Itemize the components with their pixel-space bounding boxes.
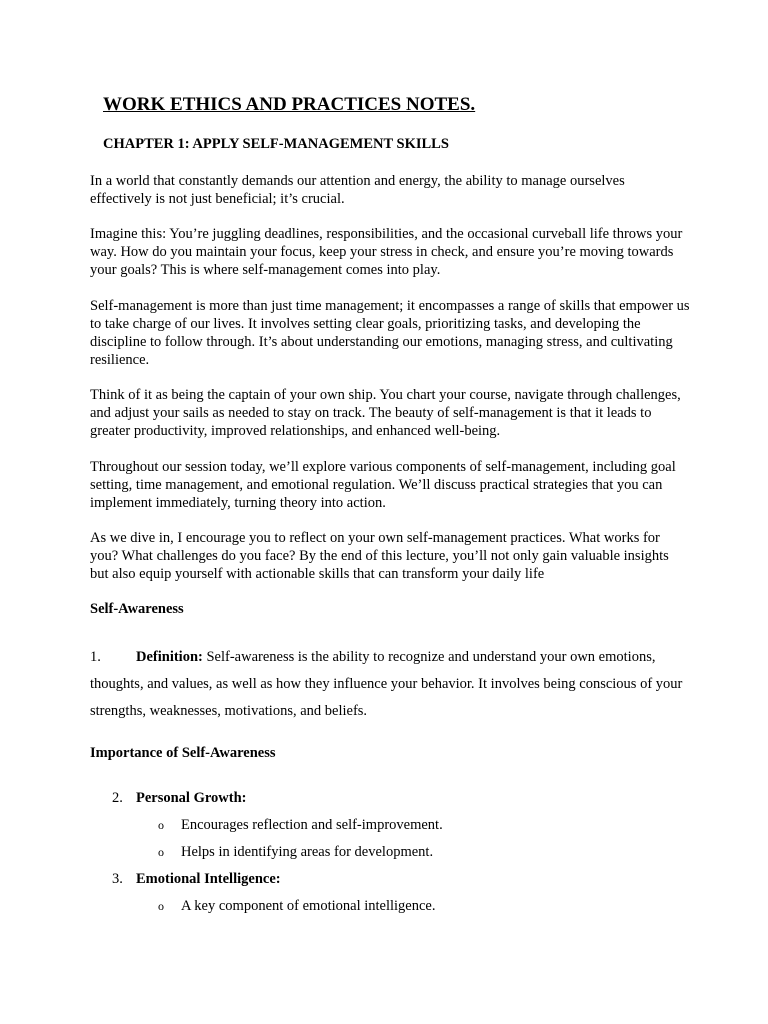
paragraph-intro: In a world that constantly demands our attention and energy, the ability to manage ourselves effectively is not just beneficial; it’s crucial. xyxy=(90,173,625,207)
bullet-item xyxy=(158,817,443,834)
definition-item xyxy=(90,644,690,725)
list-item-emotional-intelligence xyxy=(112,871,281,888)
paragraph-self-management: Self-management is more than just time management; it encompasses a range of skills that empower us to take charge of our lives. It involves setting clear goals, prioritizing tasks, and developing the discipline to follow through. It’s about understanding our emotions, managing stress, and cultivating resilience. xyxy=(90,298,690,368)
chapter-heading: CHAPTER 1: APPLY SELF-MANAGEMENT SKILLS xyxy=(103,136,449,152)
bullet-text: Encourages reflection and self-improvement. xyxy=(181,817,443,833)
paragraph-imagine: Imagine this: You’re juggling deadlines, responsibilities, and the occasional curveball life throws your way. How do you maintain your focus, keep your stress in check, and ensure you’re moving towards your goals? This is where self-management comes into play. xyxy=(90,226,683,278)
list-item-label: Emotional Intelligence: xyxy=(136,871,281,887)
bullet-item xyxy=(158,844,433,861)
definition-label: Definition: xyxy=(136,649,203,665)
self-awareness-heading: Self-Awareness xyxy=(90,601,184,617)
list-item-number: 2. xyxy=(112,790,123,806)
list-item-label: Personal Growth: xyxy=(136,790,247,806)
bullet-item xyxy=(158,898,436,915)
bullet-circle-icon: o xyxy=(158,845,164,859)
list-item-number: 3. xyxy=(112,871,123,887)
definition-text: Self-awareness is the ability to recognize and understand your own emotions, thoughts, and values, as well as how they influence your behavior. It involves being conscious of your strengths, weaknesses, motivations, and beliefs. xyxy=(90,649,683,719)
definition-number: 1. xyxy=(90,649,101,665)
list-item-personal-growth xyxy=(112,790,247,807)
bullet-text: Helps in identifying areas for development. xyxy=(181,844,434,860)
document-title: WORK ETHICS AND PRACTICES NOTES. xyxy=(103,94,476,115)
paragraph-reflect: As we dive in, I encourage you to reflect on your own self-management practices. What works for you? What challenges do you face? By the end of this lecture, you’ll not only gain valuable insights but also equip yourself with actionable skills that can transform your daily life xyxy=(90,530,669,582)
paragraph-captain: Think of it as being the captain of your own ship. You chart your course, navigate through challenges, and adjust your sails as needed to stay on track. The beauty of self-management is that it leads to greater productivity, improved relationships, and enhanced well-being. xyxy=(90,387,681,439)
importance-heading: Importance of Self-Awareness xyxy=(90,745,276,761)
bullet-text: A key component of emotional intelligence. xyxy=(181,898,436,914)
bullet-circle-icon: o xyxy=(158,818,164,832)
bullet-circle-icon: o xyxy=(158,899,164,913)
paragraph-session: Throughout our session today, we’ll explore various components of self-management, including goal setting, time management, and emotional regulation. We’ll discuss practical strategies that you can implement immediately, turning theory into action. xyxy=(90,459,676,511)
